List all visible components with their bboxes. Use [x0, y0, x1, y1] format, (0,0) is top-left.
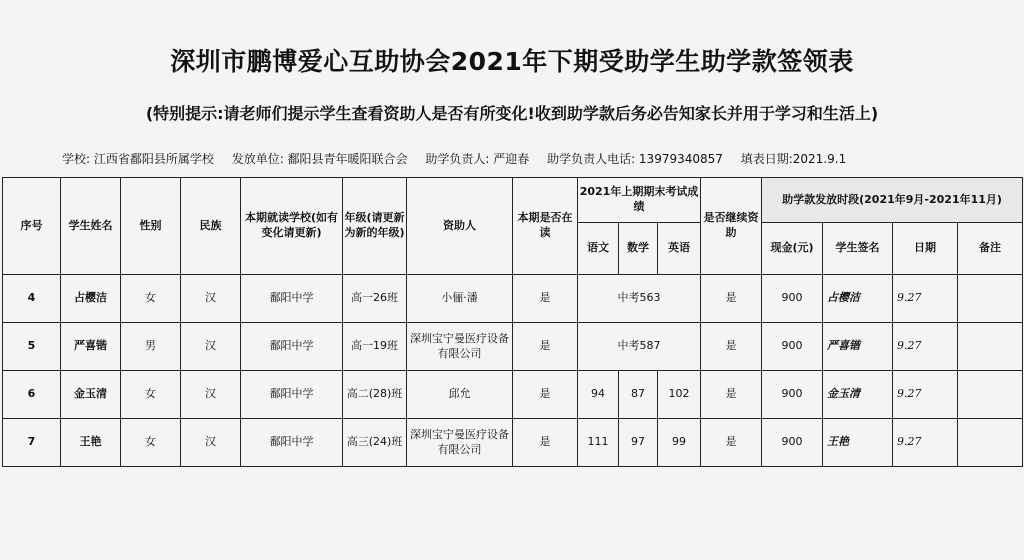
cell-grade: 高一26班: [343, 275, 407, 323]
signing-table: [2, 177, 1023, 467]
table-row: [3, 323, 1023, 371]
cell-english: 102: [658, 371, 701, 419]
header-period: 助学款发放时段(2021年9月-2021年11月): [762, 178, 1023, 223]
cell-gender: 女: [121, 275, 181, 323]
cell-continue: 是: [701, 419, 762, 467]
cell-signature: 金玉清: [823, 371, 893, 419]
meta-phone: 助学负责人电话: 13979340857: [547, 152, 723, 166]
header-english: 英语: [658, 223, 701, 275]
cell-signature: 王艳: [823, 419, 893, 467]
cell-continue: 是: [701, 371, 762, 419]
cell-signature: 严喜锴: [823, 323, 893, 371]
cell-remark: [958, 275, 1023, 323]
header-continue: 是否继续资助: [701, 178, 762, 275]
cell-exam: 中考563: [578, 275, 701, 323]
cell-school: 鄱阳中学: [241, 323, 343, 371]
cell-enrolled: 是: [513, 419, 578, 467]
cell-enrolled: 是: [513, 371, 578, 419]
cell-math: 87: [619, 371, 658, 419]
cell-school: 鄱阳中学: [241, 419, 343, 467]
cell-gender: 女: [121, 419, 181, 467]
cell-chinese: 94: [578, 371, 619, 419]
header-math: 数学: [619, 223, 658, 275]
table-row: [3, 371, 1023, 419]
cell-sponsor: 邱允: [407, 371, 513, 419]
cell-gender: 女: [121, 371, 181, 419]
page-title: 深圳市鹏博爱心互助协会2021年下期受助学生助学款签领表: [170, 47, 854, 76]
cell-sponsor: 深圳宝宁曼医疗设备有限公司: [407, 419, 513, 467]
header-school: 本期就读学校(如有变化请更新): [241, 178, 343, 275]
header-date: 日期: [893, 223, 958, 275]
cell-school: 鄱阳中学: [241, 275, 343, 323]
header-remark: 备注: [958, 223, 1023, 275]
header-chinese: 语文: [578, 223, 619, 275]
cell-cash: 900: [762, 419, 823, 467]
cell-sponsor: 小俪·潘: [407, 275, 513, 323]
header-name: 学生姓名: [61, 178, 121, 275]
cell-date: 9.27: [893, 419, 958, 467]
header-grade: 年级(请更新为新的年级): [343, 178, 407, 275]
cell-ethnicity: 汉: [181, 419, 241, 467]
cell-seq: 4: [3, 275, 61, 323]
cell-date: 9.27: [893, 371, 958, 419]
cell-remark: [958, 323, 1023, 371]
cell-gender: 男: [121, 323, 181, 371]
cell-name: 占樱洁: [61, 275, 121, 323]
header-enrolled: 本期是否在读: [513, 178, 578, 275]
header-signature: 学生签名: [823, 223, 893, 275]
table-row: [3, 419, 1023, 467]
cell-math: 97: [619, 419, 658, 467]
meta-leader: 助学负责人: 严迎春: [425, 152, 530, 166]
cell-cash: 900: [762, 275, 823, 323]
cell-grade: 高一19班: [343, 323, 407, 371]
cell-name: 严喜锴: [61, 323, 121, 371]
cell-continue: 是: [701, 275, 762, 323]
cell-enrolled: 是: [513, 323, 578, 371]
cell-exam: 中考587: [578, 323, 701, 371]
cell-cash: 900: [762, 371, 823, 419]
meta-school: 学校: 江西省鄱阳县所属学校: [62, 152, 214, 166]
cell-grade: 高三(24)班: [343, 419, 407, 467]
cell-name: 金玉清: [61, 371, 121, 419]
cell-date: 9.27: [893, 275, 958, 323]
header-ethnicity: 民族: [181, 178, 241, 275]
header-seq: 序号: [3, 178, 61, 275]
cell-date: 9.27: [893, 323, 958, 371]
cell-seq: 6: [3, 371, 61, 419]
table-row: [3, 275, 1023, 323]
cell-continue: 是: [701, 323, 762, 371]
cell-cash: 900: [762, 323, 823, 371]
meta-date: 填表日期:2021.9.1: [740, 152, 847, 166]
meta-issuer: 发放单位: 鄱阳县青年暖阳联合会: [231, 152, 408, 166]
cell-ethnicity: 汉: [181, 275, 241, 323]
header-sponsor: 资助人: [407, 178, 513, 275]
cell-seq: 5: [3, 323, 61, 371]
cell-english: 99: [658, 419, 701, 467]
header-gender: 性别: [121, 178, 181, 275]
cell-name: 王艳: [61, 419, 121, 467]
notice-text: (特别提示:请老师们提示学生查看资助人是否有所变化!收到助学款后务必告知家长并用于学习和生活上): [145, 104, 879, 123]
cell-grade: 高二(28)班: [343, 371, 407, 419]
cell-school: 鄱阳中学: [241, 371, 343, 419]
cell-remark: [958, 419, 1023, 467]
meta-line: [62, 150, 1012, 167]
cell-remark: [958, 371, 1023, 419]
cell-ethnicity: 汉: [181, 323, 241, 371]
header-exam-group: 2021年上期期末考试成绩: [578, 178, 701, 223]
cell-chinese: 111: [578, 419, 619, 467]
cell-signature: 占樱洁: [823, 275, 893, 323]
header-cash: 现金(元): [762, 223, 823, 275]
cell-seq: 7: [3, 419, 61, 467]
cell-enrolled: 是: [513, 275, 578, 323]
cell-ethnicity: 汉: [181, 371, 241, 419]
cell-sponsor: 深圳宝宁曼医疗设备有限公司: [407, 323, 513, 371]
